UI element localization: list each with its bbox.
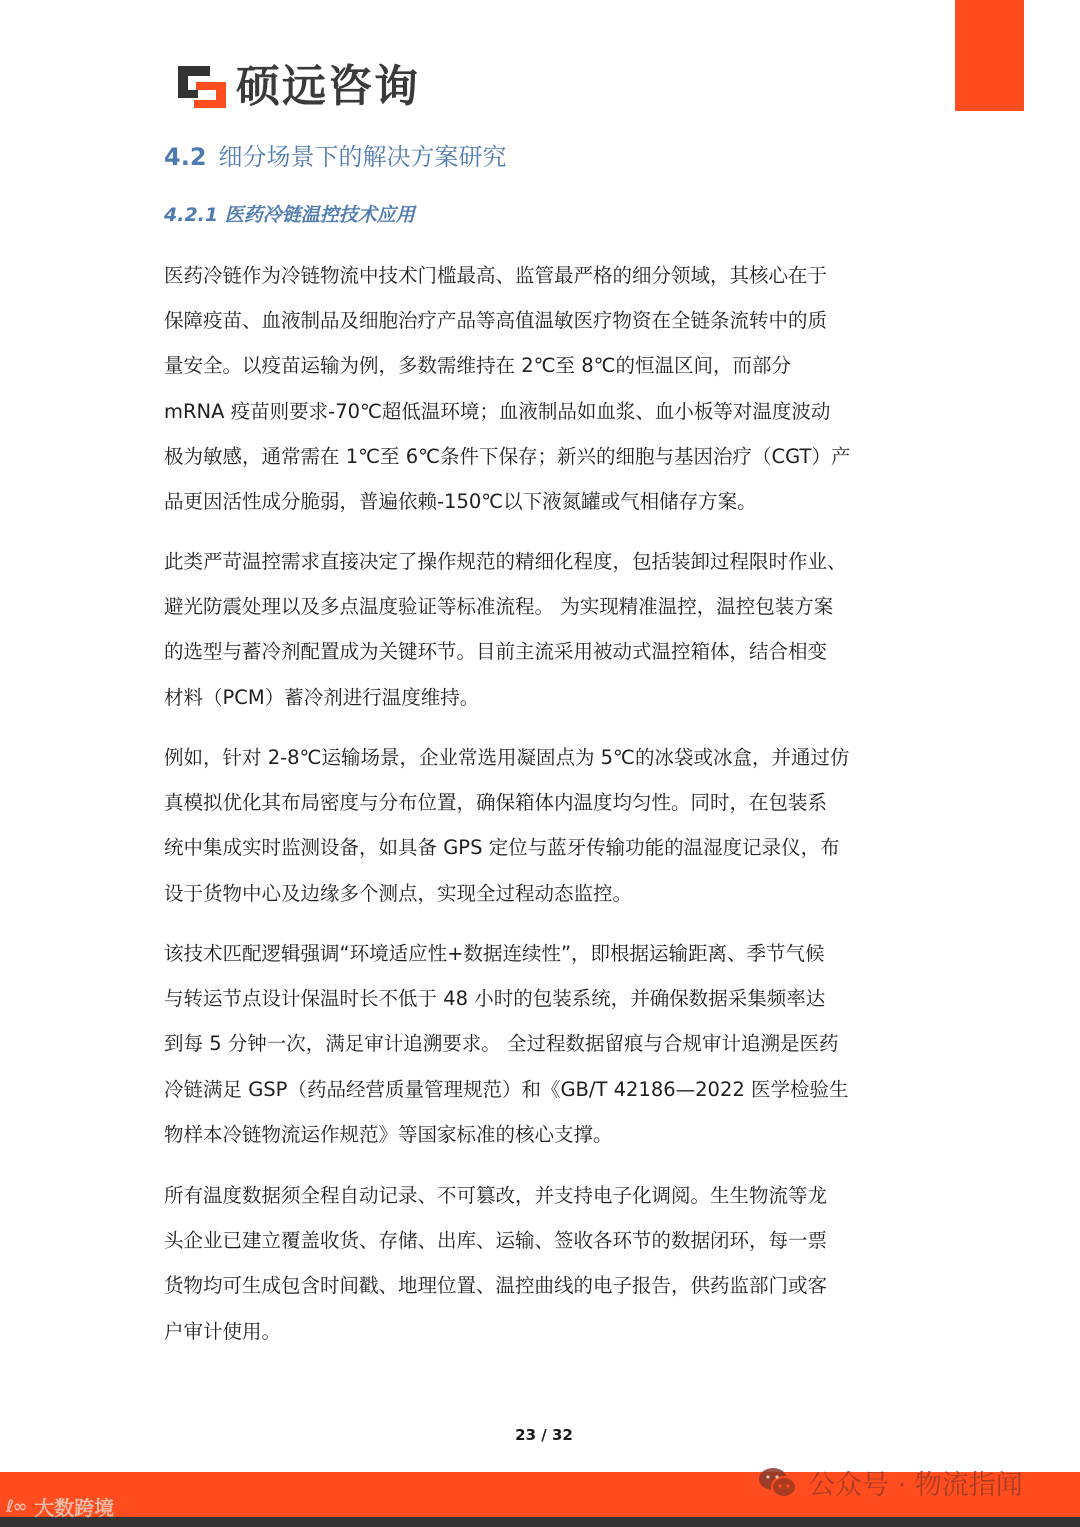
paragraph-2 (164, 539, 916, 720)
footer-dark-strip (0, 1517, 1080, 1527)
text-line: 冷链满足 GSP（药品经营质量管理规范）和《GB/T 42186—2022 医学检验生 (164, 1077, 849, 1101)
text-line: 物样本冷链物流运作规范》等国家标准的核心支撑。 (164, 1122, 613, 1146)
wechat-icon (758, 1466, 798, 1500)
text-line: 避光防震处理以及多点温度验证等标准流程。 为实现精准温控，温控包装方案 (164, 595, 834, 619)
text-line: 量安全。以疫苗运输为例，多数需维持在 2℃至 8℃的恒温区间，而部分 (164, 354, 792, 378)
text-line: 保障疫苗、血液制品及细胞治疗产品等高值温敏医疗物资在全链条流转中的质 (164, 309, 828, 333)
paragraph-1 (164, 253, 916, 524)
text-line: 该技术匹配逻辑强调“环境适应性+数据连续性”，即根据运输距离、季节气候 (164, 942, 825, 965)
text-line: 真模拟优化其布局密度与分布位置，确保箱体内温度均匀性。同时，在包装系 (164, 791, 828, 815)
text-line: 统中集成实时监测设备，如具备 GPS 定位与蓝牙传输功能的温湿度记录仪，布 (164, 836, 840, 860)
logo-text: 硕远咨询 (236, 61, 420, 112)
text-line: 此类严苛温控需求直接决定了操作规范的精细化程度，包括装卸过程限时作业、 (164, 550, 847, 573)
paragraph-5 (164, 1173, 916, 1354)
section-number: 4.2 (164, 143, 207, 171)
text-line: 货物均可生成包含时间戳、地理位置、温控曲线的电子报告，供药监部门或客 (164, 1274, 828, 1298)
text-line: 设于货物中心及边缘多个测点，实现全过程动态监控。 (164, 881, 633, 905)
text-line: 与转运节点设计保温时长不低于 48 小时的包装系统，并确保数据采集频率达 (164, 987, 826, 1011)
text-line: 极为敏感，通常需在 1℃至 6℃条件下保存；新兴的细胞与基因治疗（CGT）产 (164, 444, 851, 468)
text-line: 所有温度数据须全程自动记录、不可篡改，并支持电子化调阅。生生物流等龙 (164, 1184, 828, 1207)
watermark-left (6, 1492, 114, 1521)
text-line: 的选型与蓄冷剂配置成为关键环节。目前主流采用被动式温控箱体，结合相变 (164, 640, 828, 664)
corner-accent-block (955, 0, 1024, 111)
text-line: 头企业已建立覆盖收货、存储、出库、运输、签收各环节的数据闭环，每一票 (164, 1229, 828, 1253)
logo-mark-icon (176, 64, 228, 110)
watermark-right (758, 1463, 1023, 1502)
page-number: 23 / 32 (515, 1426, 573, 1444)
text-line: 材料（PCM）蓄冷剂进行温度维持。 (164, 685, 480, 709)
text-line: 户审计使用。 (164, 1319, 282, 1343)
text-line: 品更因活性成分脆弱，普遍依赖-150℃以下液氮罐或气相储存方案。 (164, 490, 757, 514)
watermark-right-text: 公众号 · 物流指闻 (808, 1470, 1023, 1501)
text-line: 到每 5 分钟一次，满足审计追溯要求。 全过程数据留痕与合规审计追溯是医药 (164, 1032, 839, 1056)
text-line: mRNA 疫苗则要求-70℃超低温环境；血液制品如血浆、血小板等对温度波动 (164, 399, 831, 423)
text-line: 例如，针对 2-8℃运输场景，企业常选用凝固点为 5℃的冰袋或冰盒，并通过仿 (164, 746, 850, 769)
text-line: 医药冷链作为冷链物流中技术门槛最高、监管最严格的细分领域，其核心在于 (164, 264, 828, 287)
paragraph-3 (164, 735, 916, 916)
paragraph-4 (164, 931, 916, 1157)
section-heading (164, 140, 507, 174)
brand-logo (176, 62, 420, 112)
subsection-heading: 4.2.1 医药冷链温控技术应用 (164, 204, 415, 226)
section-title: 细分场景下的解决方案研究 (218, 143, 507, 171)
watermark-left-text: 大数跨境 (34, 1496, 115, 1520)
watermark-logo-icon: ℓ∞ (6, 1496, 27, 1517)
